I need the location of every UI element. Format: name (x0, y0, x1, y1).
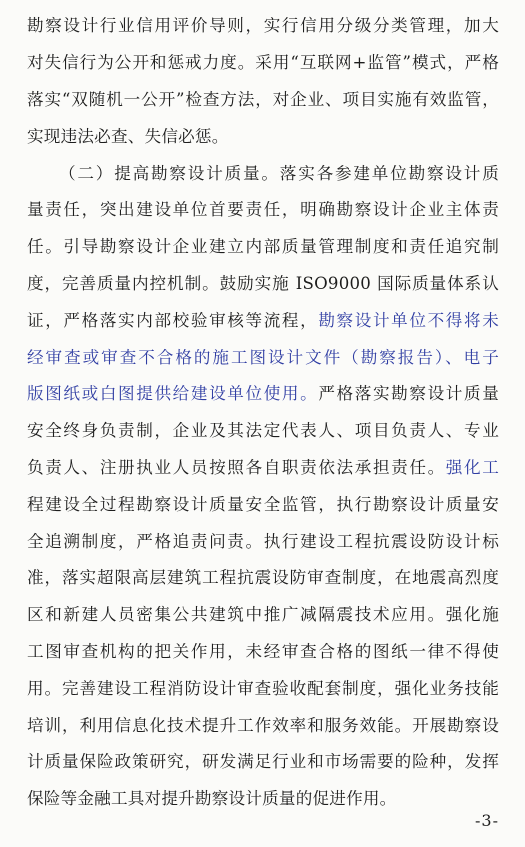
text-line-6: 量责任，突出建设单位首要责任，明确勘察设计企业主体责 (27, 200, 499, 219)
text-line-14: 程建设全过程勘察设计质量安全监管，执行勘察设计质量安 (27, 495, 499, 514)
text-line-16: 准，落实超限高层建筑工程抗震设防审查制度，在地震高烈度 (27, 568, 499, 587)
highlighted-text: 版图纸或白图提供给建设单位使用。 (27, 384, 319, 403)
highlighted-text: 经审查或审查不合格的施工图设计文件（勘察报告）、电子 (27, 348, 499, 367)
text-line-19: 用。完善建设工程消防设计审查验收配套制度，强化业务技能 (27, 679, 499, 698)
text-line-17: 区和新建人员密集公共建筑中推广减隔震技术应用。强化施 (27, 605, 499, 624)
text-line-9: 证，严格落实内部校验审核等流程，勘察设计单位不得将未 (27, 311, 500, 330)
text-line-11: 版图纸或白图提供给建设单位使用。严格落实勘察设计质量 (27, 384, 500, 403)
text-line-12: 安全终身负责制，企业及其法定代表人、项目负责人、专业 (27, 421, 499, 440)
highlighted-text: 强化工 (445, 458, 499, 477)
text-line-20: 培训，利用信息化技术提升工作效率和服务效能。开展勘察设 (27, 716, 499, 735)
text-line-7: 任。引导勘察设计企业建立内部质量管理制度和责任追究制 (27, 237, 499, 256)
text-line-1: 勘察设计行业信用评价导则，实行信用分级分类管理，加大 (27, 16, 499, 35)
text-line-15: 全追溯制度，严格追责问责。执行建设工程抗震设防设计标 (27, 532, 499, 551)
highlighted-text: 勘察设计单位不得将未 (318, 311, 500, 330)
text-line-2: 对失信行为公开和惩戒力度。采用“互联网+监管”模式，严格 (27, 53, 499, 72)
text-line-13: 负责人、注册执业人员按照各自职责依法承担责任。强化工 (27, 458, 499, 477)
page-number: -3- (475, 811, 499, 830)
text-line-21: 计质量保险政策研究，研发满足行业和市场需要的险种，发挥 (27, 752, 499, 771)
text-line-4: 实现违法必查、失信必惩。 (27, 127, 229, 146)
text-line-3: 落实“双随机一公开”检查方法，对企业、项目实施有效监管， (27, 90, 499, 109)
text-line-18: 工图审查机构的把关作用，未经审查合格的图纸一律不得使 (27, 642, 499, 661)
text-line-22: 保险等金融工具对提升勘察设计质量的促进作用。 (27, 789, 397, 808)
text-line-10 (27, 346, 499, 370)
text-line-8: 度，完善质量内控机制。鼓励实施 ISO9000 国际质量体系认 (27, 274, 499, 293)
section-heading-line: （二）提高勘察设计质量。落实各参建单位勘察设计质 (59, 164, 499, 183)
